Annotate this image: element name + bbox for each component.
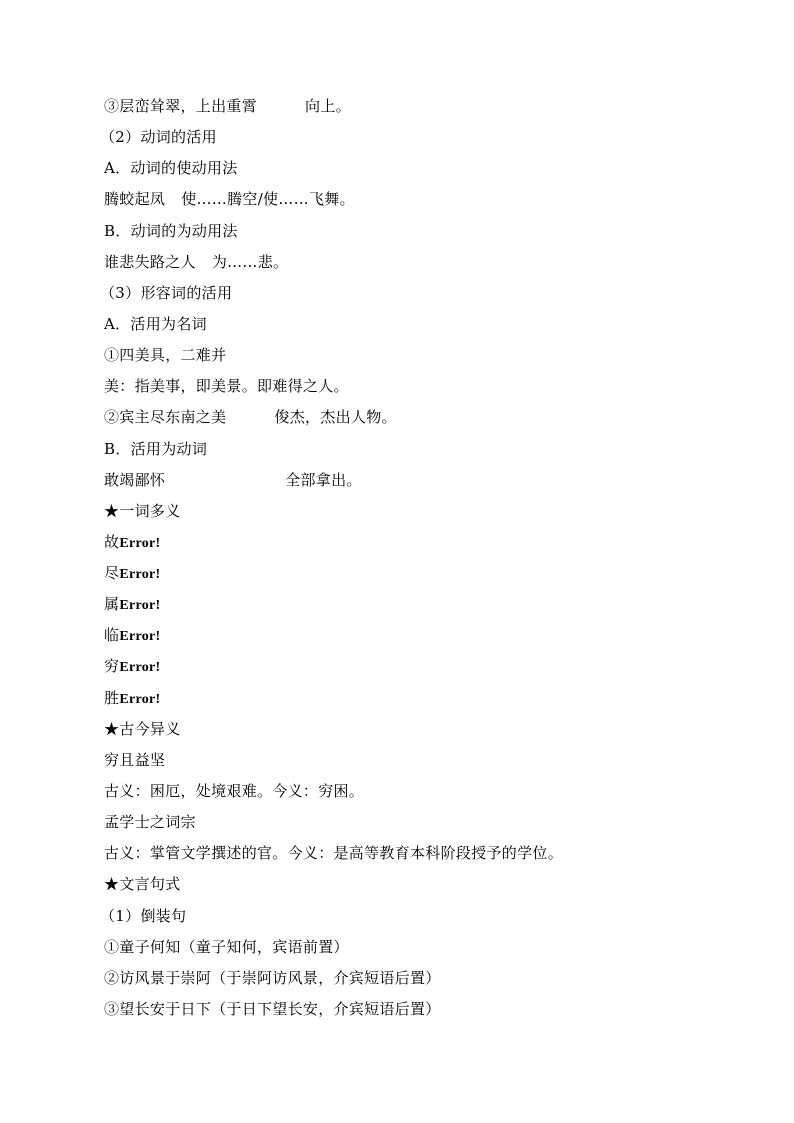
- line-text: 穷且益坚: [104, 751, 166, 769]
- text-line: [104, 376, 349, 396]
- line-annotation: 为……悲。: [211, 253, 289, 271]
- text-line: [104, 189, 355, 209]
- line-text: ★文言句式: [104, 875, 181, 893]
- subsection-heading: [104, 221, 238, 241]
- error-field: Error!: [119, 598, 161, 613]
- line-text: A．动词的使动用法: [104, 159, 238, 177]
- line-annotation: 俊杰，杰出人物。: [274, 408, 397, 426]
- text-line: [104, 345, 226, 365]
- section-heading: [100, 127, 217, 147]
- line-text: 谁悲失路之人: [104, 253, 196, 271]
- line-text: ②访风景于崇阿（于崇阿访风景，介宾短语后置）: [104, 969, 441, 987]
- line-text: （2）动词的活用: [100, 128, 217, 146]
- line-text: 古义：困厄，处境艰难。今义：穷困。: [104, 782, 365, 800]
- section-heading: [104, 501, 181, 521]
- line-text: 敢竭鄙怀: [104, 471, 166, 489]
- entry-character: 临: [104, 626, 120, 644]
- line-text: ③层峦耸翠，上出重霄: [104, 97, 258, 115]
- text-line: [104, 750, 165, 770]
- error-field: Error!: [119, 567, 161, 582]
- entry-character: 故: [104, 533, 120, 551]
- entry-character: 属: [104, 595, 120, 613]
- line-text: ★一词多义: [104, 502, 181, 520]
- line-text: ①四美具，二难并: [104, 346, 227, 364]
- line-text: B．活用为动词: [104, 440, 208, 458]
- polysemy-entry: [104, 688, 161, 710]
- polysemy-entry: [104, 532, 161, 554]
- line-text: B．动词的为动用法: [104, 222, 238, 240]
- subsection-heading: [100, 906, 186, 926]
- text-line: [104, 999, 441, 1019]
- error-field: Error!: [119, 629, 161, 644]
- line-text: 古义：掌管文学撰述的官。今义：是高等教育本科阶段授予的学位。: [104, 844, 564, 862]
- error-field: Error!: [119, 692, 161, 707]
- line-annotation: 使……腾空/使……飞舞。: [181, 190, 355, 208]
- section-heading: [100, 283, 232, 303]
- error-field: Error!: [119, 536, 161, 551]
- text-line: [104, 470, 362, 490]
- text-line: [104, 781, 364, 801]
- section-heading: [104, 874, 181, 894]
- section-heading: [104, 719, 181, 739]
- polysemy-entry: [104, 625, 161, 647]
- text-line: [104, 843, 563, 863]
- line-annotation: 向上。: [305, 97, 351, 115]
- polysemy-entry: [104, 563, 161, 585]
- text-line: [104, 968, 441, 988]
- entry-character: 尽: [104, 564, 120, 582]
- text-line: [104, 812, 196, 832]
- line-text: ②宾主尽东南之美: [104, 408, 227, 426]
- line-text: ★古今异义: [104, 720, 181, 738]
- polysemy-entry: [104, 594, 161, 616]
- line-text: ①童子何知（童子知何，宾语前置）: [104, 938, 349, 956]
- text-line: [104, 937, 349, 957]
- line-text: A．活用为名词: [104, 315, 207, 333]
- line-text: 美：指美事，即美景。即难得之人。: [104, 377, 349, 395]
- line-text: （1）倒装句: [100, 907, 187, 925]
- error-field: Error!: [119, 660, 161, 675]
- line-text: ③望长安于日下（于日下望长安，介宾短语后置）: [104, 1000, 441, 1018]
- text-line: [104, 96, 351, 116]
- line-text: 腾蛟起凤: [104, 190, 166, 208]
- polysemy-entry: [104, 656, 161, 678]
- subsection-heading: [104, 314, 207, 334]
- line-annotation: 全部拿出。: [285, 471, 362, 489]
- entry-character: 胜: [104, 689, 120, 707]
- subsection-heading: [104, 158, 238, 178]
- text-line: [104, 252, 288, 272]
- entry-character: 穷: [104, 657, 120, 675]
- line-text: 孟学士之词宗: [104, 813, 196, 831]
- subsection-heading: [104, 439, 207, 459]
- line-text: （3）形容词的活用: [100, 284, 233, 302]
- text-line: [104, 407, 397, 427]
